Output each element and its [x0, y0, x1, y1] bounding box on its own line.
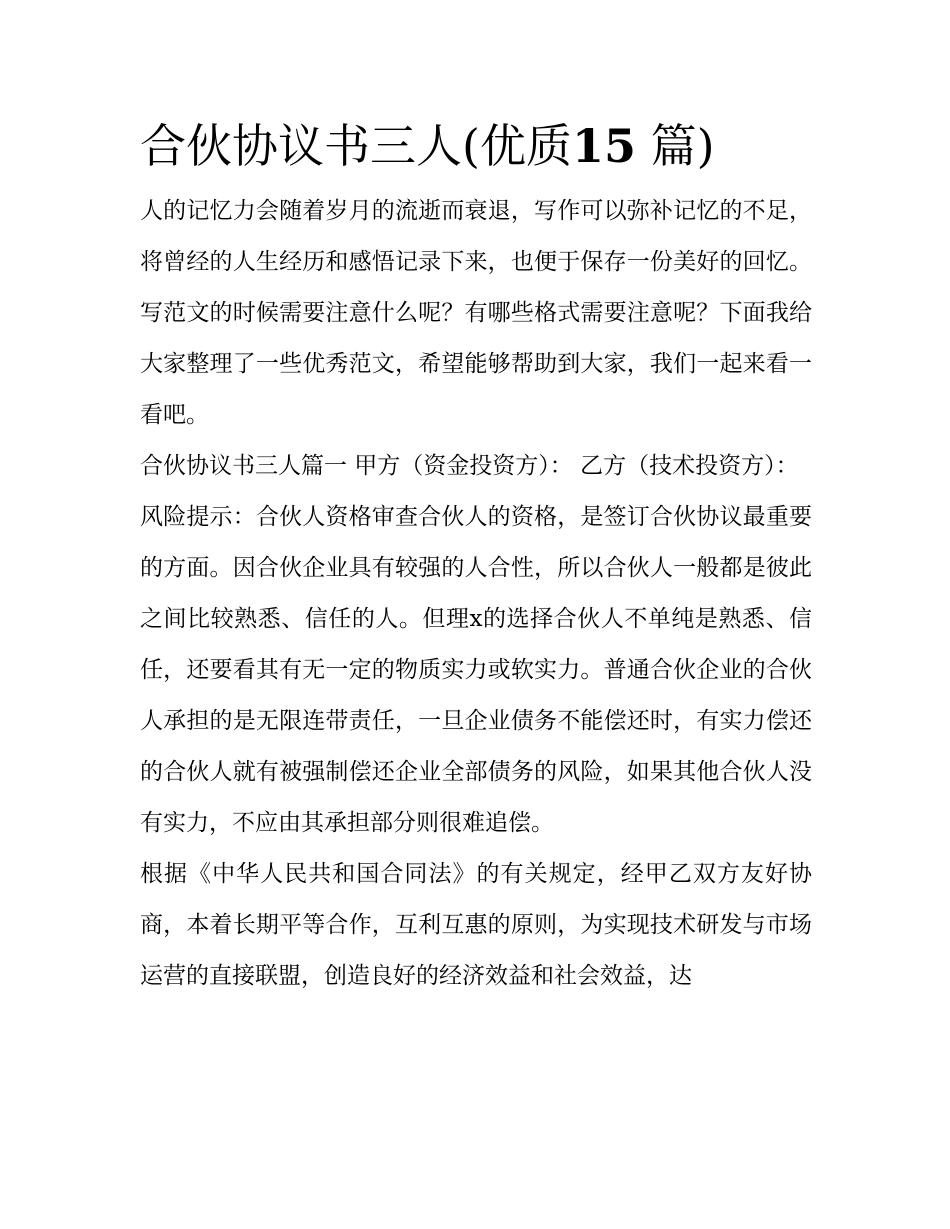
title-number: 15	[571, 119, 636, 173]
intro-paragraph: 人的记忆力会随着岁月的流逝而衰退，写作可以弥补记忆的不足，将曾经的人生经历和感悟记录下来，也便于保存一份美好的回忆。写范文的时候需要注意什么呢？有哪些格式需要注意呢？下面我给大家整理了一些优秀范文，希望能够帮助到大家，我们一起来看一看吧。	[140, 198, 812, 428]
title-prefix: 合伙协议书三人(优质	[140, 119, 572, 173]
document-title	[140, 112, 812, 180]
document-body	[140, 112, 812, 1002]
parties-paragraph: 合伙协议书三人篇一 甲方（资金投资方）： 乙方（技术投资方）：	[140, 453, 799, 479]
title-suffix: 篇)	[650, 119, 715, 173]
risk-notice-paragraph: 风险提示：合伙人资格审查合伙人的资格，是签订合伙协议最重要的方面。因合伙企业具有较强的人合性，所以合伙人一般都是彼此之间比较熟悉、信任的人。但理x的选择合伙人不单纯是熟悉、信任，还要看其有无一定的物质实力或软实力。普通合伙企业的合伙人承担的是无限连带责任，一旦企业债务不能偿还时，有实力偿还的合伙人就有被强制偿还企业全部债务的风险，如果其他合伙人没有实力，不应由其承担部分则很难追偿。	[140, 504, 812, 836]
legal-basis-paragraph: 根据《中华人民共和国合同法》的有关规定，经甲乙双方友好协商，本着长期平等合作，互利互惠的原则，为实现技术研发与市场运营的直接联盟，创造良好的经济效益和社会效益，达	[140, 861, 812, 989]
